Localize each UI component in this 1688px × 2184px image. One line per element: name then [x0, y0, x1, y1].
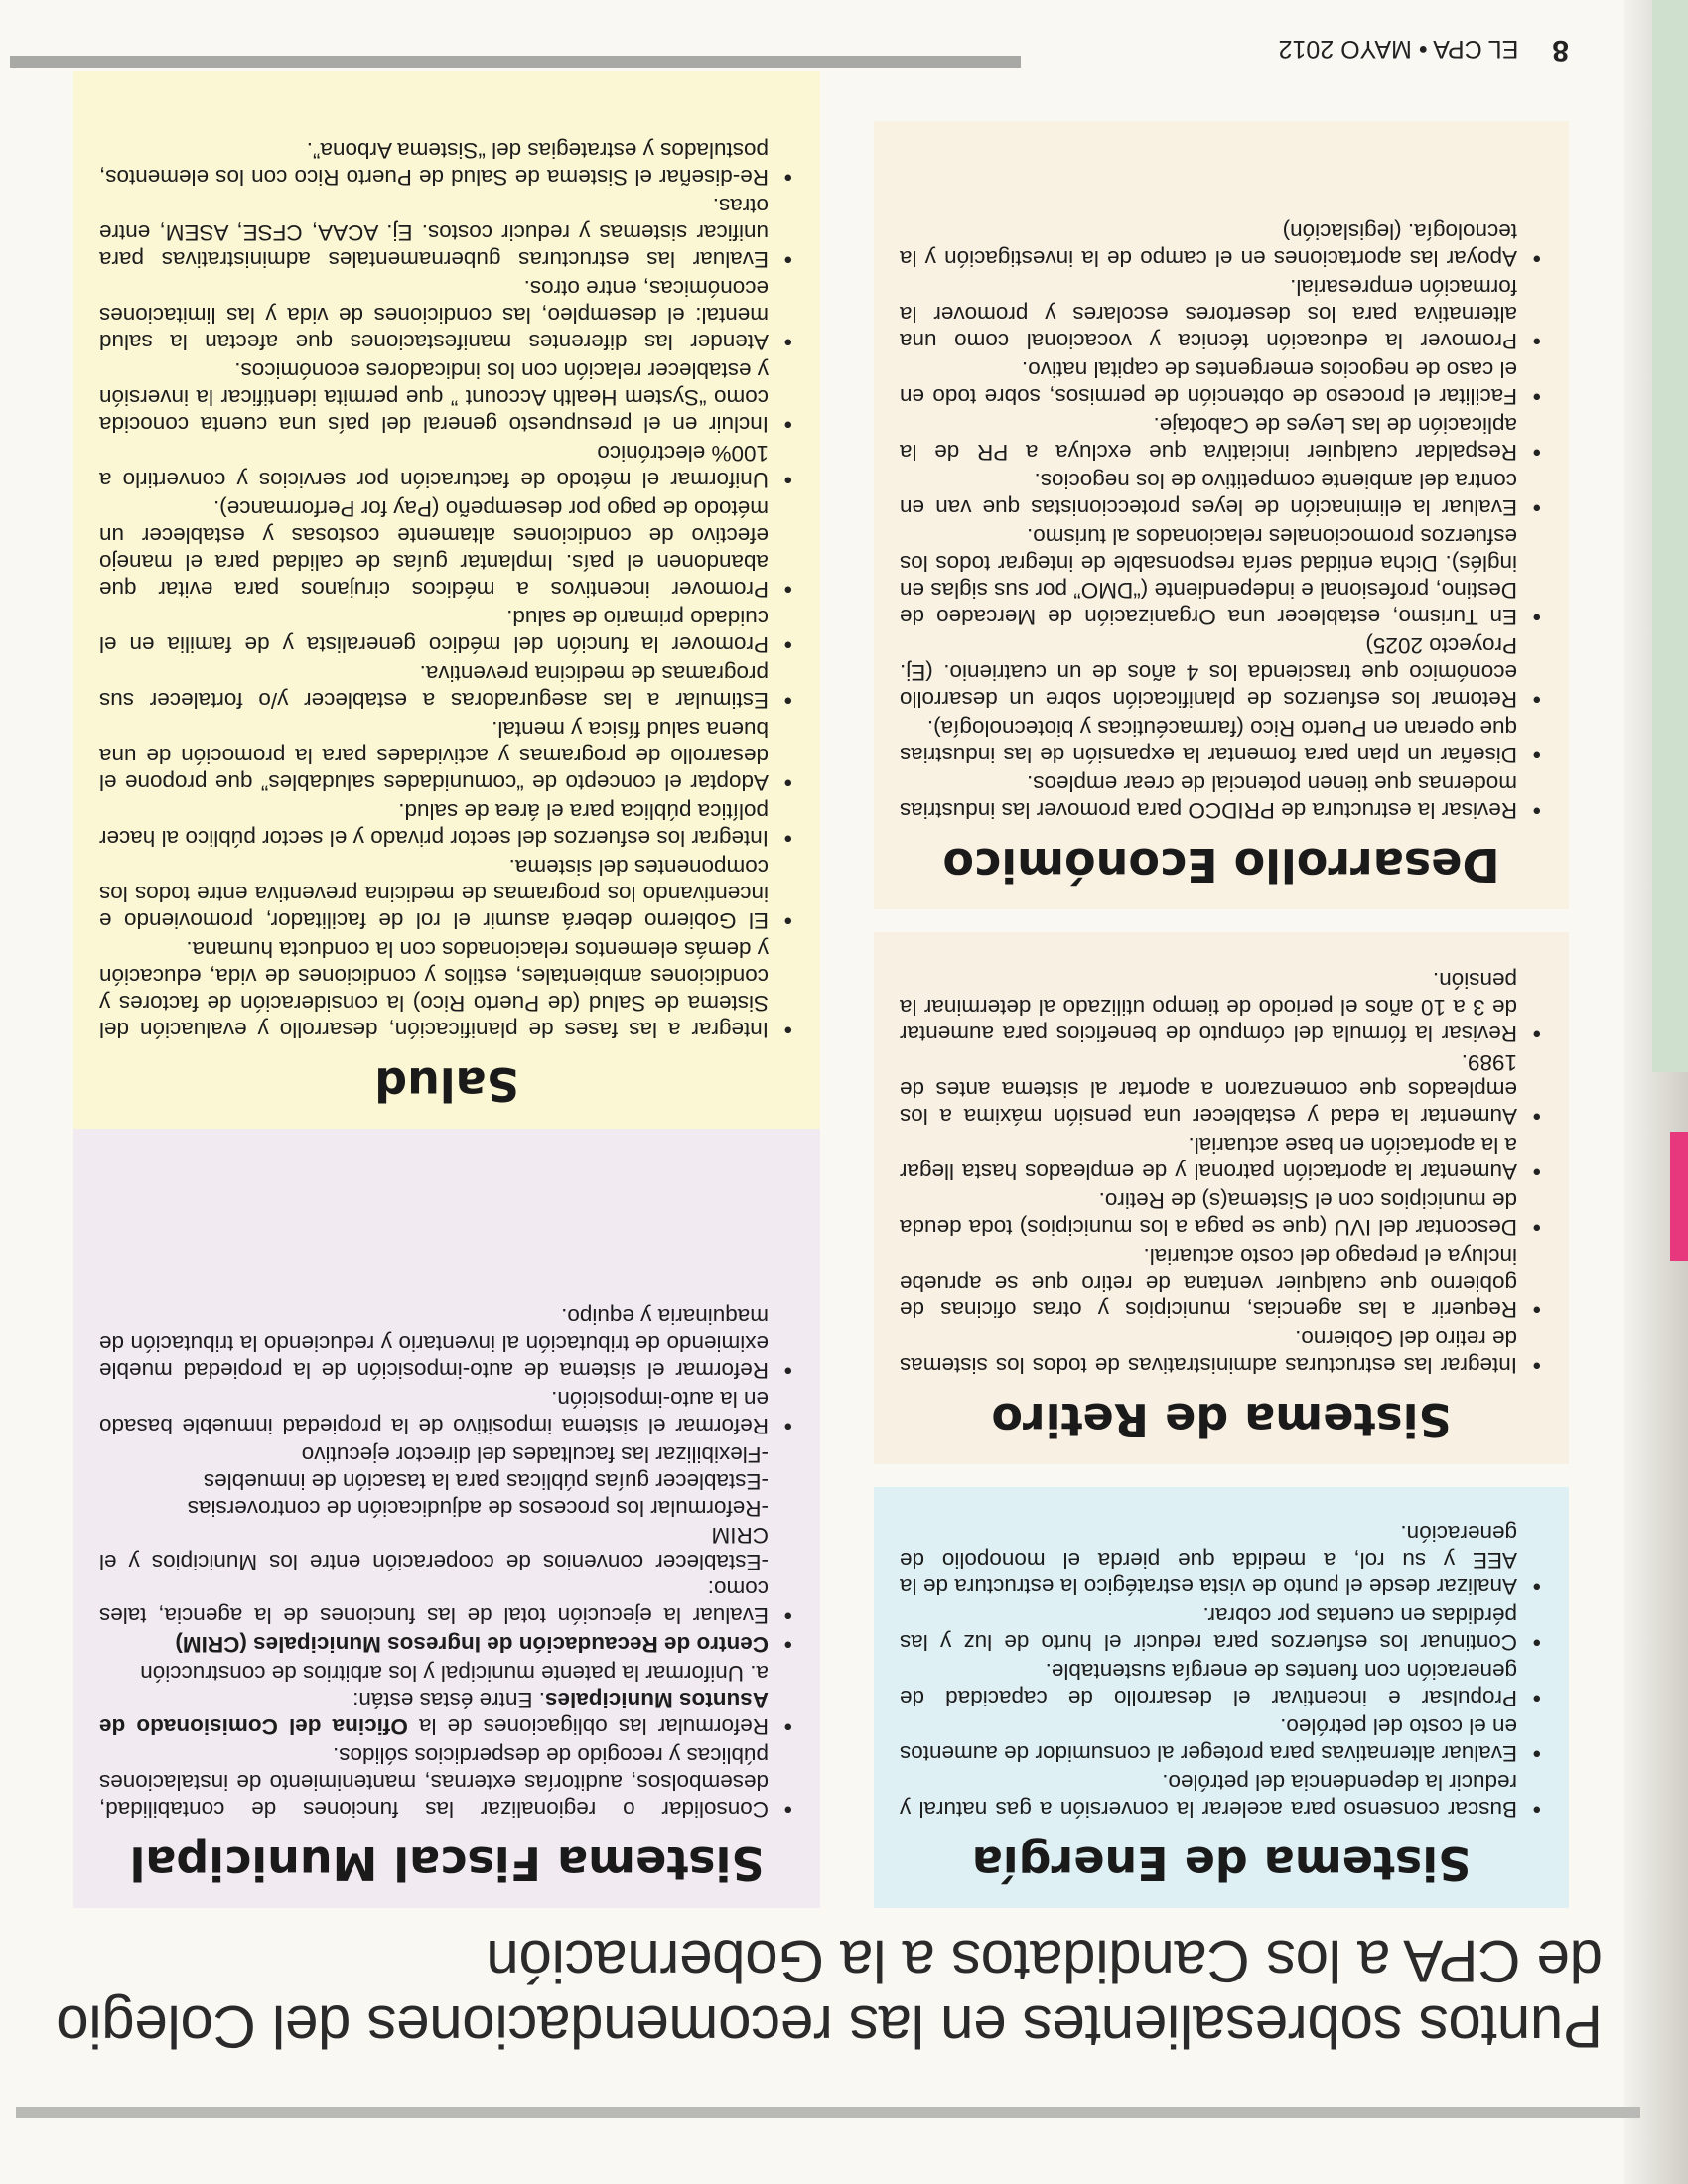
list-item: • Reformar el sistema de auto-imposición de la propiedad mueble eximiendo de tributación al inventario y reduciendo la tributación de maquinaria y equipo.	[99, 1303, 794, 1384]
page-footer	[1072, 30, 1569, 69]
list-item: • Reformar el sistema impositivo de la propiedad inmueble basado en la auto-imposición.	[99, 1386, 794, 1439]
list-item: • Evaluar la eliminación de leyes proteccionistas que van en contra del ambiente competitivo de los negocios.	[900, 468, 1543, 521]
salud-list	[99, 137, 794, 1043]
list-item: • Revisar la estructura de PRIDCO para promover las industrias modernas que tienen potencial de crear empleos.	[900, 770, 1543, 824]
list-item: • Promover incentivos a médicos cirujanos para evitar que abandonen el país. Implantar guías de calidad para el manejo efectivo de condiciones altamente costosas y establecer un método de pago por desempeño (Pay for Performance).	[99, 495, 794, 603]
list-item: • Facilitar el proceso de obtención de permisos, sobre todo en el caso de negocios emergentes de capital nativo.	[900, 356, 1543, 410]
list-item-comisionado	[99, 1660, 794, 1740]
edge-green-tab	[1652, 0, 1688, 1072]
list-item: • Apoyar las aportaciones en el campo de la investigación y la tecnología. (legislación)	[900, 218, 1543, 272]
list-item: • Integrar los esfuerzos del sector privado y el sector público al hacer política pública para el área de salud.	[99, 798, 794, 852]
list-item: • Buscar consenso para acelerar la conversión a gas natural y reducir la dependencia del petróleo.	[900, 1769, 1543, 1823]
list-item: • Aumentar la edad y establecer una pensión máxima a los empleados que comenzaron a aportar al sistema antes de 1989.	[900, 1049, 1543, 1130]
list-item: • Diseñar un plan para fomentar la expansión de las industrias que operan en Puerto Rico (farmacéuticas y biotecnología).	[900, 715, 1543, 768]
list-item: • Estimular a las aseguradoras a establecer y/o fortalecer sus programas de medicina preventiva.	[99, 660, 794, 714]
list-item: • Incluir en el presupuesto general del país una cuenta conocida como “System Health Account ” que permita identificar la inversión y establecer relación con los indicadores económicos.	[99, 357, 794, 438]
list-item-crim	[99, 1631, 794, 1658]
retiro-heading: Sistema de Retiro	[991, 1393, 1452, 1446]
list-item: • Continuar los esfuerzos para reducir el hurto de luz y las pérdidas en cuentas por cobrar.	[900, 1602, 1543, 1656]
page-title: Puntos sobresalientes en las recomendaciones del Colegio de CPA a los Candidatos a la Gobernación	[56, 1928, 1603, 2060]
bottom-rule	[10, 56, 1021, 68]
list-item: • Aumentar la aportación patronal y de empleados hasta llegar a la aportación en base actuarial.	[900, 1132, 1543, 1185]
list-item: • Promover la función del médico generalista y de familia en el cuidado primario de salud.	[99, 605, 794, 658]
list-item: • Evaluar alternativas para proteger al consumidor de aumentos en el costo del petróleo.	[900, 1713, 1543, 1767]
economico-panel	[874, 121, 1569, 909]
list-item: • Integrar las estructuras administrativas de todos los sistemas de retiro del Gobierno.	[900, 1325, 1543, 1379]
list-item: • Descontar del IVU (que se paga a los municipios) toda deuda de municipios con el Sistema(s) de Retiro.	[900, 1187, 1543, 1241]
list-item: • Retomar los esfuerzos de planificación sobre un desarrollo económico que trascienda los 4 años de un cuatrienio. (Ej. Proyecto 2025)	[900, 632, 1543, 713]
top-rule	[16, 2107, 1640, 2118]
list-item: • Re-diseñar el Sistema de Salud de Puerto Rico con los elementos, postulados y estrategias del “Sistema Arbona”.	[99, 137, 794, 191]
comisionado-office: Oficina del Comisionado de Asuntos Municipales	[99, 1688, 769, 1739]
energia-heading: Sistema de Energía	[971, 1837, 1472, 1890]
fiscal-list	[99, 1303, 794, 1823]
list-item: • Revisar la fórmula del cómputo de beneficios para aumentar de 3 a 10 años el periodo de tiempo utilizado al determinar la pensión.	[900, 967, 1543, 1047]
list-item: • Uniformar el método de facturación por servicios y convertirlo a 100% electrónico	[99, 440, 794, 493]
list-item: • Requerir a las agencias, municipios y otras oficinas de gobierno que cualquier ventana de retiro que se apruebe incluya el prepago del costo actuarial.	[900, 1243, 1543, 1323]
list-item: • Analizar desde el punto de vista estratégico la estructura de la AEE y su rol, a medida que pierda el monopolio de generación.	[900, 1520, 1543, 1600]
edge-pink-tab	[1670, 1132, 1688, 1261]
fiscal-panel	[73, 1129, 820, 1908]
list-item: • Integrar a las fases de planificación, desarrollo y evaluación del Sistema de Salud (de Puerto Rico) la consideración de factores y condiciones ambientales, estilos y condiciones de vida, educación y demás elementos relacionados con la conducta humana.	[99, 936, 794, 1043]
energia-panel	[874, 1487, 1569, 1908]
list-item: • Evaluar la ejecución total de las funciones de la agencia, tales como: -Establecer convenios de cooperación entre los Municipios y el CRIM -Reformular los procesos de adjudicación de controversias -Establecer guías públicas para la tasación de inmuebles -Flexibilizar las facultades del director ejecutivo	[99, 1441, 794, 1629]
publication-name: EL CPA • MAYO 2012	[1278, 35, 1519, 63]
crim-heading: Centro de Recaudación de Ingresos Municipales (CRIM)	[175, 1632, 769, 1657]
list-item: • Respaldar cualquier iniciativa que excluya a PR de la aplicación de las Leyes de Cabotaje.	[900, 412, 1543, 466]
energia-list	[900, 1520, 1543, 1823]
list-item: • En Turismo, establecer una Organización de Mercadeo de Destino, profesional e independiente (“DMO” por sus siglas en inglés). Dicha entidad sería responsable de integrar todos los esfuerzos promocionales relacionados al turismo.	[900, 523, 1543, 630]
fiscal-heading: Sistema Fiscal Municipal	[129, 1837, 765, 1890]
list-item: • Adoptar el concepto de “comunidades saludables” que propone el desarrollo de programas y actividades para la promoción de una buena salud física y mental.	[99, 716, 794, 796]
retiro-panel	[874, 932, 1569, 1464]
salud-panel	[73, 71, 820, 1129]
list-item: • El Gobierno deberá asumir el rol de facilitador, promoviendo e incentivando los programas de medicina preventiva entre todos los componentes del sistema.	[99, 854, 794, 934]
comisionado-rest: . Entre éstas están: a. Uniformar la patente municipal y los arbitrios de construcción	[140, 1661, 769, 1712]
salud-heading: Salud	[374, 1057, 519, 1111]
list-item: • Propulsar e incentivar el desarrollo de capacidad de generación con fuentes de energía sustentable.	[900, 1658, 1543, 1711]
economico-list	[900, 218, 1543, 824]
list-item: • Promover la educación técnica y vocacional como una alternativa para los desertores escolares y promover la formación empresarial.	[900, 274, 1543, 354]
retiro-list	[900, 967, 1543, 1379]
list-item: • Evaluar las estructuras gubernamentales administrativas para unificar sistemas y reducir costos. Ej. ACAA, CFSE, ASEM, entre otras.	[99, 193, 794, 273]
list-item: • Atender las diferentes manifestaciones que afectan la salud mental: el desempleo, las condiciones de vida y las limitaciones económicas, entre otros.	[99, 275, 794, 355]
page-number: 8	[1552, 34, 1569, 67]
economico-heading: Desarrollo Económico	[942, 838, 1500, 891]
list-item: • Consolidar o regionalizar las funciones de contabilidad, desembolsos, auditorías externas, mantenimiento de instalaciones públicas y recogido de desperdicios sólidos.	[99, 1742, 794, 1823]
comisionado-pre: Reformular las obligaciones de la	[407, 1714, 769, 1739]
